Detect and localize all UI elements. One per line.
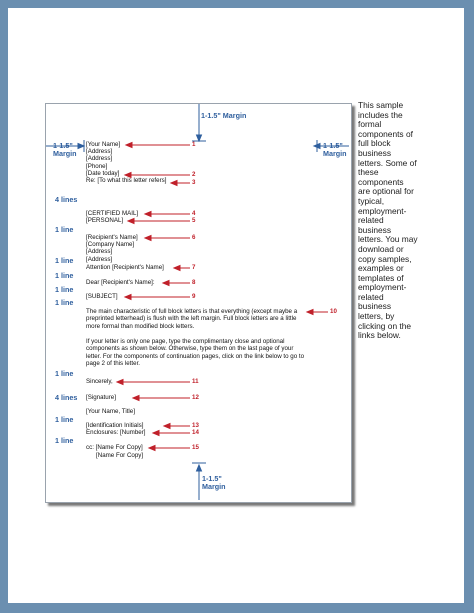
component-number: 13 <box>192 422 199 429</box>
date-line: [Date today] <box>86 169 120 177</box>
sender-line: [Phone] <box>86 162 108 170</box>
component-number: 14 <box>192 429 199 436</box>
spacing-label: 4 lines <box>55 195 78 204</box>
recipient-line: [Address] <box>86 255 113 263</box>
component-number: 5 <box>192 217 196 224</box>
sender-line: [Your Name] <box>86 141 121 148</box>
spacing-label: 1 line <box>55 256 74 265</box>
spacing-label: 1 line <box>55 271 74 280</box>
sender-line: [Address] <box>86 148 113 156</box>
recipient-line: [Company Name] <box>86 241 135 249</box>
salutation-line: Dear [Recipient's Name]: <box>86 279 155 286</box>
signature-line: [Signature] <box>86 394 116 401</box>
body-paragraph-2: If your letter is only one page, type the complimentary close and optional components as shown below. Otherwise, type them on the last page of your letter. For the components of continuation pages, click on the link below to go to page 2 of this letter. <box>86 338 305 368</box>
spacing-label: 1 line <box>55 298 74 307</box>
subject-line: [SUBJECT] <box>86 293 118 300</box>
typed-name-line: [Your Name, Title] <box>86 408 135 415</box>
spacing-label: 1 line <box>55 415 74 424</box>
personal-line: [PERSONAL] <box>86 217 124 225</box>
sender-block <box>86 141 166 184</box>
top-margin-label: 1-1.5" Margin <box>201 111 247 120</box>
attention-line: Attention [Recipient's Name] <box>86 264 164 271</box>
component-number: 12 <box>192 394 199 401</box>
recipient-line: [Address] <box>86 248 113 256</box>
spacing-label: 1 line <box>55 225 74 234</box>
spacing-label: 4 lines <box>55 393 78 402</box>
component-number: 7 <box>192 264 196 271</box>
sender-line: [Address] <box>86 155 113 163</box>
cc-line: [Name For Copy] <box>96 452 144 459</box>
component-number: 9 <box>192 293 196 300</box>
component-number: 6 <box>192 234 196 241</box>
identification-initials-line: [Identification Initials] <box>86 422 144 429</box>
component-number: 11 <box>192 378 199 385</box>
closing-line: Sincerely, <box>86 378 113 385</box>
right-margin-label: 1-1.5" Margin <box>323 141 347 158</box>
body-paragraph-1: The main characteristic of full block letters is that everything (except maybe a preprinted letterhead) is flush with the left margin. Full block letters are a little more formal than modified block letters. <box>86 308 298 330</box>
component-number: 8 <box>192 279 196 286</box>
component-number: 4 <box>192 210 196 217</box>
component-number: 10 <box>330 308 337 315</box>
component-number: 15 <box>192 444 199 451</box>
left-margin-label: 1-1.5" Margin <box>53 141 77 158</box>
spacing-label: 1 line <box>55 436 74 445</box>
component-number: 1 <box>192 141 196 148</box>
cc-line: cc: [Name For Copy] <box>86 444 143 451</box>
reference-line: Re: [To what this letter refers] <box>86 177 167 185</box>
description-text: This sample includes the formal components of full block business letters. Some of these components are optional for typical, employment-related business letters. You may download or copy samples, examples or templates of employment-related business letters, by clicking on the links below. <box>358 100 418 341</box>
mail-notation <box>86 210 138 224</box>
spacing-label: 1 line <box>55 285 74 294</box>
certified-mail-line: [CERTIFIED MAIL] <box>86 210 139 217</box>
bottom-margin-label: 1-1.5" Margin <box>202 474 226 491</box>
spacing-label: 1 line <box>55 369 74 378</box>
component-number: 3 <box>192 179 196 186</box>
recipient-block <box>86 234 138 263</box>
enclosures-line: Enclosures: [Number] <box>86 429 146 436</box>
recipient-line: [Recipient's Name] <box>86 234 138 241</box>
component-number: 2 <box>192 171 196 178</box>
